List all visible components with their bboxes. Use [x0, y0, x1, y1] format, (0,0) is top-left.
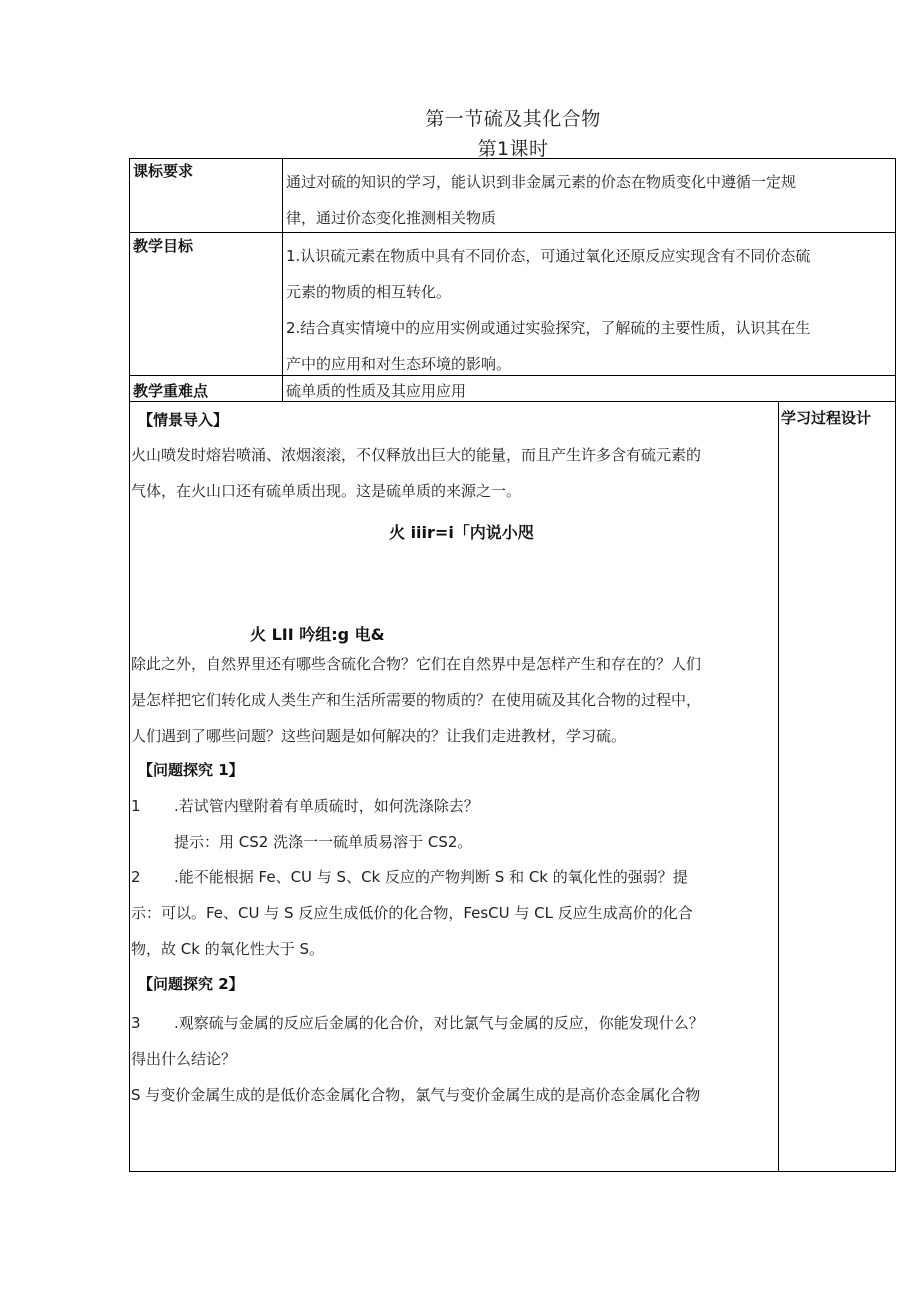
question-number: 3: [131, 1014, 141, 1032]
question-line: 得出什么结论？: [131, 1050, 237, 1068]
table-border-bottom: [129, 1171, 896, 1172]
followup-line: 除此之外，自然界里还有哪些含硫化合物？它们在自然界中是怎样产生和存在的？人们: [131, 655, 702, 673]
answer-line: 示：可以。Fe、CU 与 S 反应生成低价的化合物，FesCU 与 CL 反应生成高价的化合: [131, 904, 693, 922]
table-border-left: [129, 158, 130, 1171]
table-border-top: [129, 158, 896, 159]
table-side-divider: [778, 401, 779, 1171]
objective-line: 产中的应用和对生态环境的影响。: [286, 355, 512, 373]
objective-line: 1.认识硫元素在物质中具有不同价态，可通过氧化还原反应实现含有不同价态硫: [286, 247, 811, 265]
inquiry2-answer: S 与变价金属生成的是低价态金属化合物，氯气与变价金属生成的是高价态金属化合物: [131, 1086, 701, 1104]
table-divider: [129, 401, 896, 402]
question-text: .观察硫与金属的反应后金属的化合价，对比氯气与金属的反应，你能发现什么？: [174, 1014, 704, 1032]
question-number: 1: [131, 797, 141, 815]
intro-followup: [131, 646, 776, 754]
page-subtitle: 第1课时: [477, 138, 549, 160]
inquiry2-heading: 【问题探究 2】: [138, 975, 244, 993]
question-text: .若试管内壁附着有单质硫时，如何洗涤除去？: [174, 797, 479, 815]
inquiry1-hint-1: 提示：用 CS2 洗涤一一硫单质易溶于 CS2。: [174, 833, 473, 851]
table-label-divider: [282, 158, 283, 401]
question-text: .能不能根据 Fe、CU 与 S、Ck 反应的产物判断 S 和 Ck 的氧化性的强弱？提: [174, 868, 688, 886]
followup-line: 人们遇到了哪些问题？这些问题是如何解决的？让我们走进教材，学习硫。: [131, 727, 627, 745]
inquiry1-heading: 【问题探究 1】: [138, 761, 244, 779]
page-title: 第一节硫及其化合物: [425, 108, 601, 130]
inquiry1-question-2: [131, 859, 776, 967]
standard-content: [286, 164, 876, 236]
followup-line: 是怎样把它们转化成人类生产和生活所需要的物质的？在使用硫及其化合物的过程中，: [131, 691, 702, 709]
standard-line: 通过对硫的知识的学习，能认识到非金属元素的价态在物质变化中遵循一定规: [286, 173, 797, 191]
intro-text: [131, 437, 776, 509]
question-number: 2: [131, 868, 141, 886]
intro-line: 火山喷发时熔岩喷涌、浓烟滚滚，不仅释放出巨大的能量，而且产生许多含有硫元素的: [131, 446, 702, 464]
intro-line: 气体，在火山口还有硫单质出现。这是硫单质的来源之一。: [131, 482, 522, 500]
figure-caption-2: 火 LII 吟组:g 电&: [250, 625, 385, 644]
key-points-label: 教学重难点: [133, 382, 209, 400]
standard-line: 律，通过价态变化推测相关物质: [286, 209, 497, 227]
objective-line: 元素的物质的相互转化。: [286, 283, 452, 301]
inquiry2-question-3: [131, 1005, 776, 1077]
table-border-right: [895, 158, 896, 1171]
key-points-text: 硫单质的性质及其应用应用: [286, 382, 467, 400]
intro-heading: 【情景导入】: [138, 411, 229, 429]
inquiry1-question-1: [131, 788, 776, 824]
answer-line: 物，故 Ck 的氧化性大于 S。: [131, 940, 324, 958]
side-column-label: 学习过程设计: [781, 409, 872, 427]
standard-label: 课标要求: [133, 162, 194, 180]
figure-caption-1: 火 iiir=i「内说小咫: [389, 523, 534, 542]
objective-line: 2.结合真实情境中的应用实例或通过实验探究，了解硫的主要性质，认识其在生: [286, 319, 811, 337]
objectives-label: 教学目标: [133, 237, 194, 255]
objectives-content: [286, 238, 886, 382]
